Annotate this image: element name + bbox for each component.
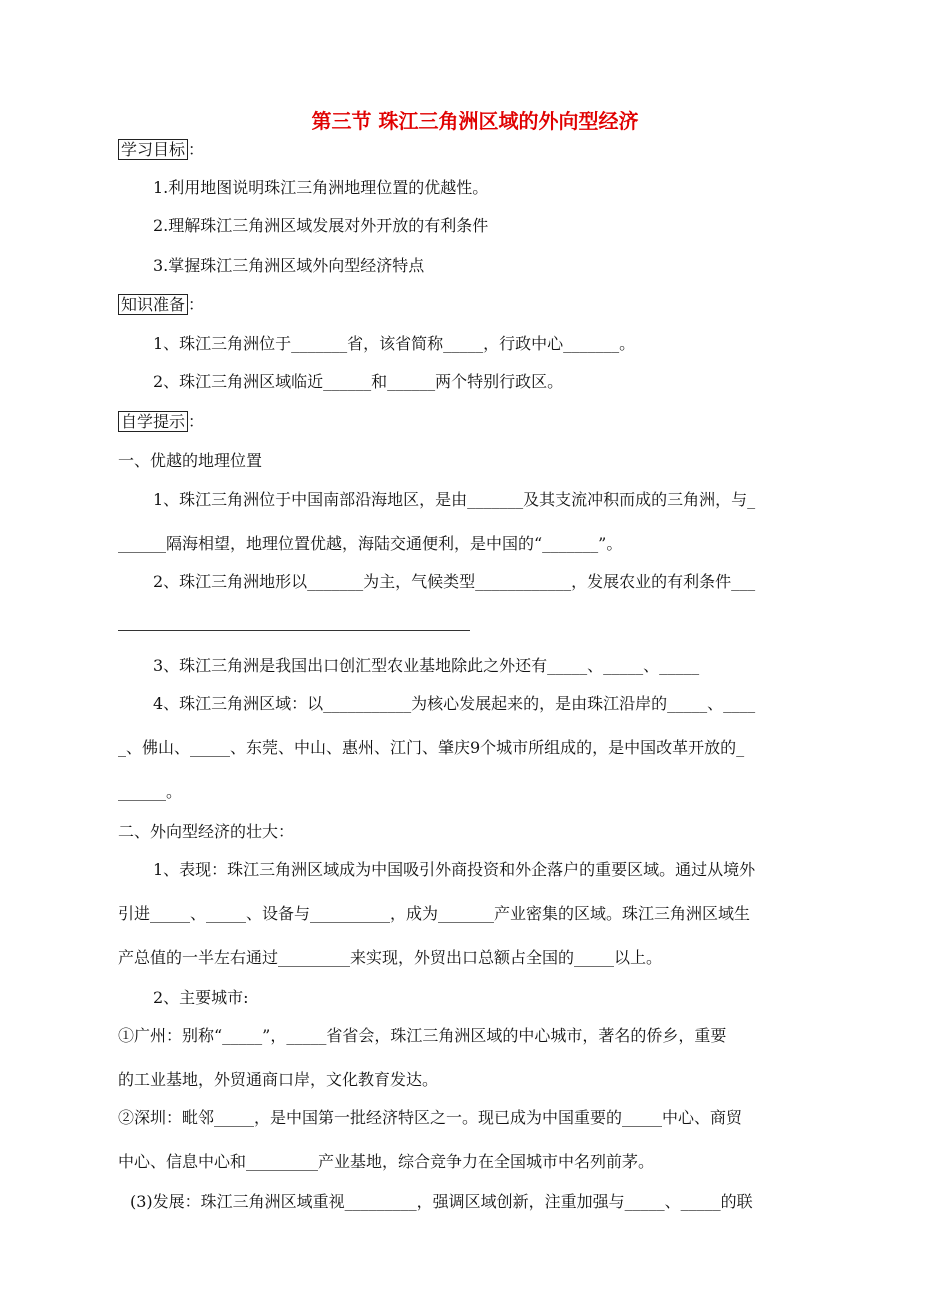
learning-goal-2: 2.理解珠江三角洲区域发展对外开放的有利条件: [153, 216, 489, 235]
knowledge-prep-item-2: 2、珠江三角洲区域临近______和______两个特别行政区。: [153, 372, 564, 391]
s2-p3: (3)发展：珠江三角洲区域重视_________，强调区域创新，注重加强与_____、_____的联: [130, 1192, 753, 1211]
s1-p1-line2: ______隔海相望，地理位置优越，海陆交通便利，是中国的“_______”。: [118, 534, 623, 553]
page-title: 第三节 珠江三角洲区域的外向型经济: [311, 109, 639, 133]
s1-p4-line2: _、佛山、_____、东莞、中山、惠州、江门、肇庆9个城市所组成的，是中国改革开放的_: [118, 738, 745, 757]
s2-p1-line1: 1、表现：珠江三角洲区域成为中国吸引外商投资和外企落户的重要区域。通过从境外: [153, 860, 756, 879]
knowledge-prep-colon: ：: [188, 295, 205, 314]
knowledge-prep-item-1: 1、珠江三角洲位于_______省，该省简称_____，行政中心_______。: [153, 334, 636, 353]
s1-p2-answer-rule: [118, 630, 470, 631]
self-study-heading: [118, 412, 204, 432]
shenzhen-line2: 中心、信息中心和_________产业基地，综合竞争力在全国城市中名列前茅。: [118, 1152, 655, 1171]
s1-p1-line1: 1、珠江三角洲位于中国南部沿海地区，是由_______及其支流冲积而成的三角洲，与_: [153, 490, 756, 509]
learning-goal-1: 1.利用地图说明珠江三角洲地理位置的优越性。: [153, 178, 489, 197]
guangzhou-line2: 的工业基地，外贸通商口岸，文化教育发达。: [118, 1070, 439, 1089]
self-study-colon: ：: [188, 412, 205, 431]
section-2-title: 二、外向型经济的壮大：: [118, 822, 295, 841]
learning-goal-3: 3.掌握珠江三角洲区域外向型经济特点: [153, 256, 425, 275]
knowledge-prep-heading: [118, 295, 204, 315]
learning-goals-heading: [118, 140, 204, 160]
self-study-label: 自学提示: [118, 411, 188, 432]
learning-goals-label: 学习目标: [118, 139, 188, 160]
section-1-title: 一、优越的地理位置: [118, 451, 263, 470]
s1-p4-line1: 4、珠江三角洲区域：以___________为核心发展起来的，是由珠江沿岸的_____、____: [153, 694, 756, 713]
shenzhen-line1: ②深圳：毗邻_____，是中国第一批经济特区之一。现已成为中国重要的_____中心、商贸: [118, 1108, 743, 1127]
s1-p3: 3、珠江三角洲是我国出口创汇型农业基地除此之外还有_____、_____、_____: [153, 656, 700, 675]
s2-p1-line3: 产总值的一半左右通过_________来实现，外贸出口总额占全国的_____以上。: [118, 948, 663, 967]
guangzhou-line1: ①广州：别称“_____”，_____省省会，珠江三角洲区域的中心城市，著名的侨乡，重要: [118, 1026, 727, 1045]
s2-p2: 2、主要城市:: [153, 988, 249, 1007]
s1-p2-line1: 2、珠江三角洲地形以_______为主，气候类型____________，发展农业的有利条件___: [153, 572, 756, 591]
knowledge-prep-label: 知识准备: [118, 294, 188, 315]
learning-goals-colon: ：: [188, 140, 205, 159]
s2-p1-line2: 引进_____、_____、设备与__________，成为_______产业密集的区域。珠江三角洲区域生: [118, 904, 751, 923]
s1-p4-line3: ______。: [118, 782, 183, 801]
